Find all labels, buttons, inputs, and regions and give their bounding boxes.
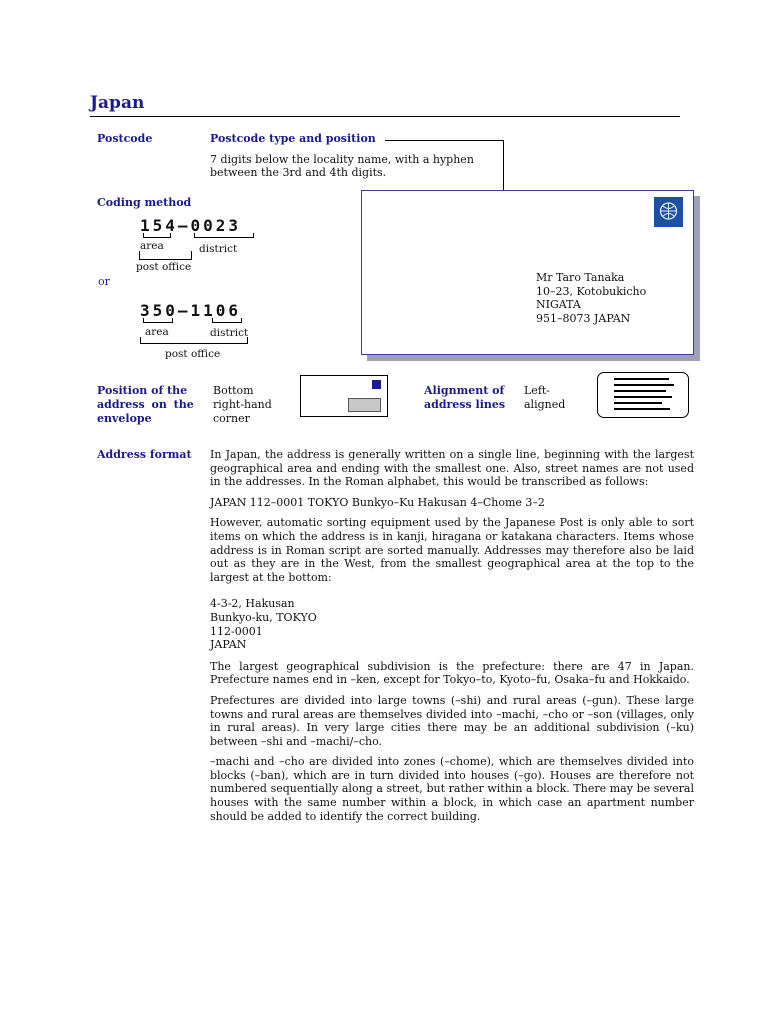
position-value-line2: right-hand xyxy=(213,398,272,411)
area-bracket-1 xyxy=(143,233,171,238)
district-label-2: district xyxy=(210,327,249,339)
address-format-paragraph-5: Prefectures are divided into large towns (–shi) and rural areas (–gun). These large towns and rural areas are themselves divided into –machi, –cho or –son (villages, only in rural areas). In very large cities there may be an additional subdivision (–ku) between –shi and –machi/–cho. xyxy=(210,693,694,748)
western-address-line: JAPAN xyxy=(210,638,247,652)
envelope-illustration xyxy=(361,190,694,355)
postcode-example-1: 154–0023 xyxy=(140,216,242,235)
post-office-label-2: post office xyxy=(165,348,221,360)
area-label-1: area xyxy=(140,240,164,252)
envelope-address-line2: 10–23, Kotobukicho xyxy=(536,285,647,298)
address-format-heading: Address format xyxy=(97,448,192,461)
district-bracket-2 xyxy=(212,318,242,323)
left-aligned-lines-icon xyxy=(597,372,689,418)
pointer-line-horizontal xyxy=(385,140,503,141)
district-bracket-1 xyxy=(194,233,254,238)
mini-stamp-icon xyxy=(372,380,381,389)
alignment-heading-line2: address lines xyxy=(424,398,506,411)
post-office-label-1: post office xyxy=(136,261,192,273)
area-bracket-2 xyxy=(143,318,173,323)
postcode-type-heading: Postcode type and position xyxy=(210,132,376,145)
western-address-line: Bunkyo-ku, TOKYO xyxy=(210,610,317,624)
address-format-single-line-example: JAPAN 112–0001 TOKYO Bunkyo–Ku Hakusan 4–Chome 3–2 xyxy=(210,495,545,509)
envelope-address-line4: 951–8073 JAPAN xyxy=(536,312,631,325)
western-address-example xyxy=(210,597,694,651)
address-format-paragraph-3: However, automatic sorting equipment used by the Japanese Post is only able to sort items on which the address is in kanji, hiragana or katakana characters. Items whose address is in Roman script are sorted manually. Addresses may therefore also be laid out as they are in the West, from the smallest geographical area at the top to the largest at the bottom: xyxy=(210,516,694,584)
address-format-section xyxy=(210,448,694,830)
postcode-description-line1: 7 digits below the locality name, with a hyphen xyxy=(210,153,474,166)
western-address-line: 4-3-2, Hakusan xyxy=(210,597,295,611)
western-address-line: 112-0001 xyxy=(210,624,263,638)
mini-address-block-icon xyxy=(348,398,381,412)
postcode-description-line2: between the 3rd and 4th digits. xyxy=(210,166,387,179)
page-title: Japan xyxy=(90,93,145,113)
alignment-value-line1: Left- xyxy=(524,384,551,397)
position-heading-line3: envelope xyxy=(97,412,152,425)
alignment-heading-line1: Alignment of xyxy=(424,384,505,397)
post-office-bracket-1 xyxy=(139,251,192,260)
postcode-example-2: 350–1106 xyxy=(140,301,242,320)
title-rule xyxy=(90,116,680,117)
position-value-line1: Bottom xyxy=(213,384,254,397)
envelope-address-line3: NIGATA xyxy=(536,298,581,311)
address-format-paragraph-1: In Japan, the address is generally written on a single line, beginning with the largest geographical area and ending with the smallest one. Also, street names are not used in the addresses. In the Roman alphabet, this would be transcribed as follows: xyxy=(210,448,694,489)
alignment-value-line2: aligned xyxy=(524,398,566,411)
district-label-1: district xyxy=(199,243,238,255)
or-label: or xyxy=(98,275,110,288)
address-format-paragraph-6: –machi and –cho are divided into zones (–chome), which are themselves divided into blocks (–ban), which are in turn divided into houses (–go). Houses are therefore not numbered sequentially along a street, but rather within a block. There may be several houses with the same number within a block, in which case an apartment number should be added to identify the correct building. xyxy=(210,755,694,823)
mini-envelope-icon xyxy=(300,375,388,417)
envelope-address-line1: Mr Taro Tanaka xyxy=(536,271,625,284)
position-value-line3: corner xyxy=(213,412,250,425)
post-office-bracket-2 xyxy=(140,337,248,344)
postcode-heading: Postcode xyxy=(97,132,153,145)
area-label-2: area xyxy=(145,326,169,338)
position-heading-line2: address on the xyxy=(97,398,194,411)
coding-method-heading: Coding method xyxy=(97,196,192,209)
upu-emblem-icon xyxy=(654,197,683,227)
address-format-paragraph-4: The largest geographical subdivision is the prefecture: there are 47 in Japan. Prefecture names end in –ken, except for Tokyo–to, Kyoto–fu, Osaka–fu and Hokkaido. xyxy=(210,659,694,687)
position-heading-line1: Position of the xyxy=(97,384,188,397)
